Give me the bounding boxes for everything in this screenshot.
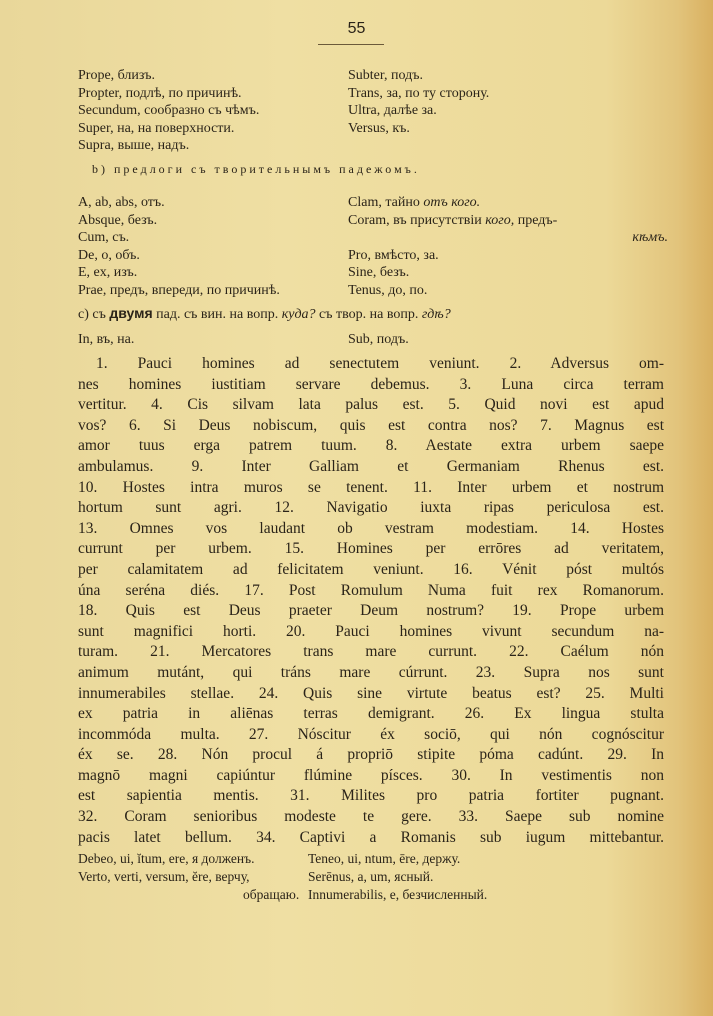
list-item: Supra, выше, надъ. xyxy=(78,138,190,153)
vocab-item: Verto, verti, versum, ĕre, верчу, xyxy=(78,869,250,884)
list-item: Clam, тайно отъ кого. xyxy=(348,195,481,210)
exercise-line: currunt per urbem. 15. Homines per errōres ad veritatem, xyxy=(78,540,664,558)
list-item: In, въ, на. xyxy=(78,332,135,347)
exercise-line: magnō magni capiúntur flúmine písces. 30. In vestimentis non xyxy=(78,766,664,784)
prepositions-accusative-right xyxy=(348,67,489,137)
header-rule xyxy=(318,44,384,45)
list-item: Coram, въ присутствіи кого, предъ- xyxy=(348,212,558,228)
list-item: Cum, съ. xyxy=(78,230,130,245)
exercise-line: éx se. 28. Nón procul á propriō stipite póma cadúnt. 29. In xyxy=(78,746,664,764)
vocab-item: Debeo, ui, ĭtum, ere, я долженъ. xyxy=(78,851,255,866)
vocab-item: Teneo, ui, ntum, ēre, держу. xyxy=(308,851,461,866)
vocab-item: Innumerabilis, e, безчисленный. xyxy=(308,887,488,902)
section-heading-b: b) предлоги съ творительнымъ падежомъ. xyxy=(92,162,420,176)
list-item: Trans, за, по ту сторону. xyxy=(348,85,490,101)
list-item: Prope, близъ. xyxy=(78,68,155,83)
list-item: кѣмъ. xyxy=(632,230,668,245)
exercise-line: est sapientia mentis. 31. Milites pro patria fortiter pugnant. xyxy=(78,787,664,805)
exercise-line: amor tuus erga patrem tuum. 8. Aestate extra urbem saepe xyxy=(78,437,664,455)
exercise-line: nes homines iustitiam servare debemus. 3. Luna circa terram xyxy=(78,375,664,393)
exercise-line: 32. Coram senioribus modeste te gere. 33. Saepe sub nomine xyxy=(78,808,664,826)
exercise-line: animum mutánt, qui tráns mare cúrrunt. 23. Supra nos sunt xyxy=(78,663,664,681)
exercise-paragraph xyxy=(78,354,664,848)
exercise-line: 13. Omnes vos laudant ob vestram modestiam. 14. Hostes xyxy=(78,519,664,537)
list-item: Propter, подлѣ, по причинѣ. xyxy=(78,85,242,101)
exercise-line: innumerabiles stellae. 24. Quis sine virtute beatus est? 25. Multi xyxy=(78,684,664,702)
exercise-line: vertitur. 4. Cis silvam lata palus est. 5. Quid novi est apud xyxy=(78,396,664,414)
exercise-line: 18. Quis est Deus praeter Deum nostrum? 19. Prope urbem xyxy=(78,602,664,620)
list-item: Sub, подъ. xyxy=(348,332,409,347)
list-item: Pro, вмѣсто, за. xyxy=(348,247,439,263)
prepositions-ablative-right xyxy=(348,194,668,299)
list-item: A, ab, abs, отъ. xyxy=(78,195,165,210)
list-item: Versus, къ. xyxy=(348,120,410,136)
page-number: 55 xyxy=(347,20,366,37)
exercise-line: turam. 21. Mercatores trans mare currunt. 22. Caélum nón xyxy=(78,643,664,661)
vocab-item: обращаю. xyxy=(243,887,300,902)
list-item: Super, на, на поверхности. xyxy=(78,120,235,136)
prepositions-accusative-left xyxy=(78,67,259,155)
exercise-line: 1. Pauci homines ad senectutem veniunt. 2. Adversus om- xyxy=(96,355,664,372)
exercise-line: hortum sunt agri. 12. Navigatio iuxta ripas periculosa est. xyxy=(78,499,664,517)
exercise-line: sunt magnifici horti. 20. Pauci homines vivunt secundum na- xyxy=(78,622,664,640)
list-item: De, o, объ. xyxy=(78,247,140,263)
list-item: Sine, безъ. xyxy=(348,265,410,280)
list-item: Prae, предъ, впереди, по причинѣ. xyxy=(78,282,280,298)
list-item: Absque, безъ. xyxy=(78,212,158,228)
exercise-line: pacis latet bellum. 34. Captivi a Romanis sub iugum mittebantur. xyxy=(78,828,664,846)
vocab-item: Serēnus, a, um, ясный. xyxy=(308,869,434,884)
list-item: Subter, подъ. xyxy=(348,68,423,83)
exercise-line: per calamitatem ad felicitatem veniunt. 16. Vénit póst multós xyxy=(78,560,664,578)
list-item: Secundum, сообразно съ чѣмъ. xyxy=(78,103,260,118)
section-heading-c: c) съ двумя пад. съ вин. на вопр. куда? съ твор. на вопр. гдѣ? xyxy=(78,305,451,322)
prepositions-ablative-left xyxy=(78,194,280,299)
exercise-line: úna seréna diés. 17. Post Romulum Numa fuit rex Romanorum. xyxy=(78,581,664,599)
list-item: Tenus, до, по. xyxy=(348,282,428,298)
list-item: Ultra, далѣе за. xyxy=(348,103,437,118)
exercise-line: ambulamus. 9. Inter Galliam et Germaniam Rhenus est. xyxy=(78,457,664,475)
exercise-line: 10. Hostes intra muros se tenent. 11. Inter urbem et nostrum xyxy=(78,478,664,496)
exercise-line: ex patria in aliēnas terras demigrant. 26. Ex lingua stulta xyxy=(78,705,664,723)
exercise-line: incommóda multa. 27. Nóscitur éx sociō, qui nón cognóscitur xyxy=(78,725,664,743)
list-item: E, ex, изъ. xyxy=(78,265,138,280)
exercise-line: vos? 6. Si Deus nobiscum, quis est contra nos? 7. Magnus est xyxy=(78,416,664,434)
